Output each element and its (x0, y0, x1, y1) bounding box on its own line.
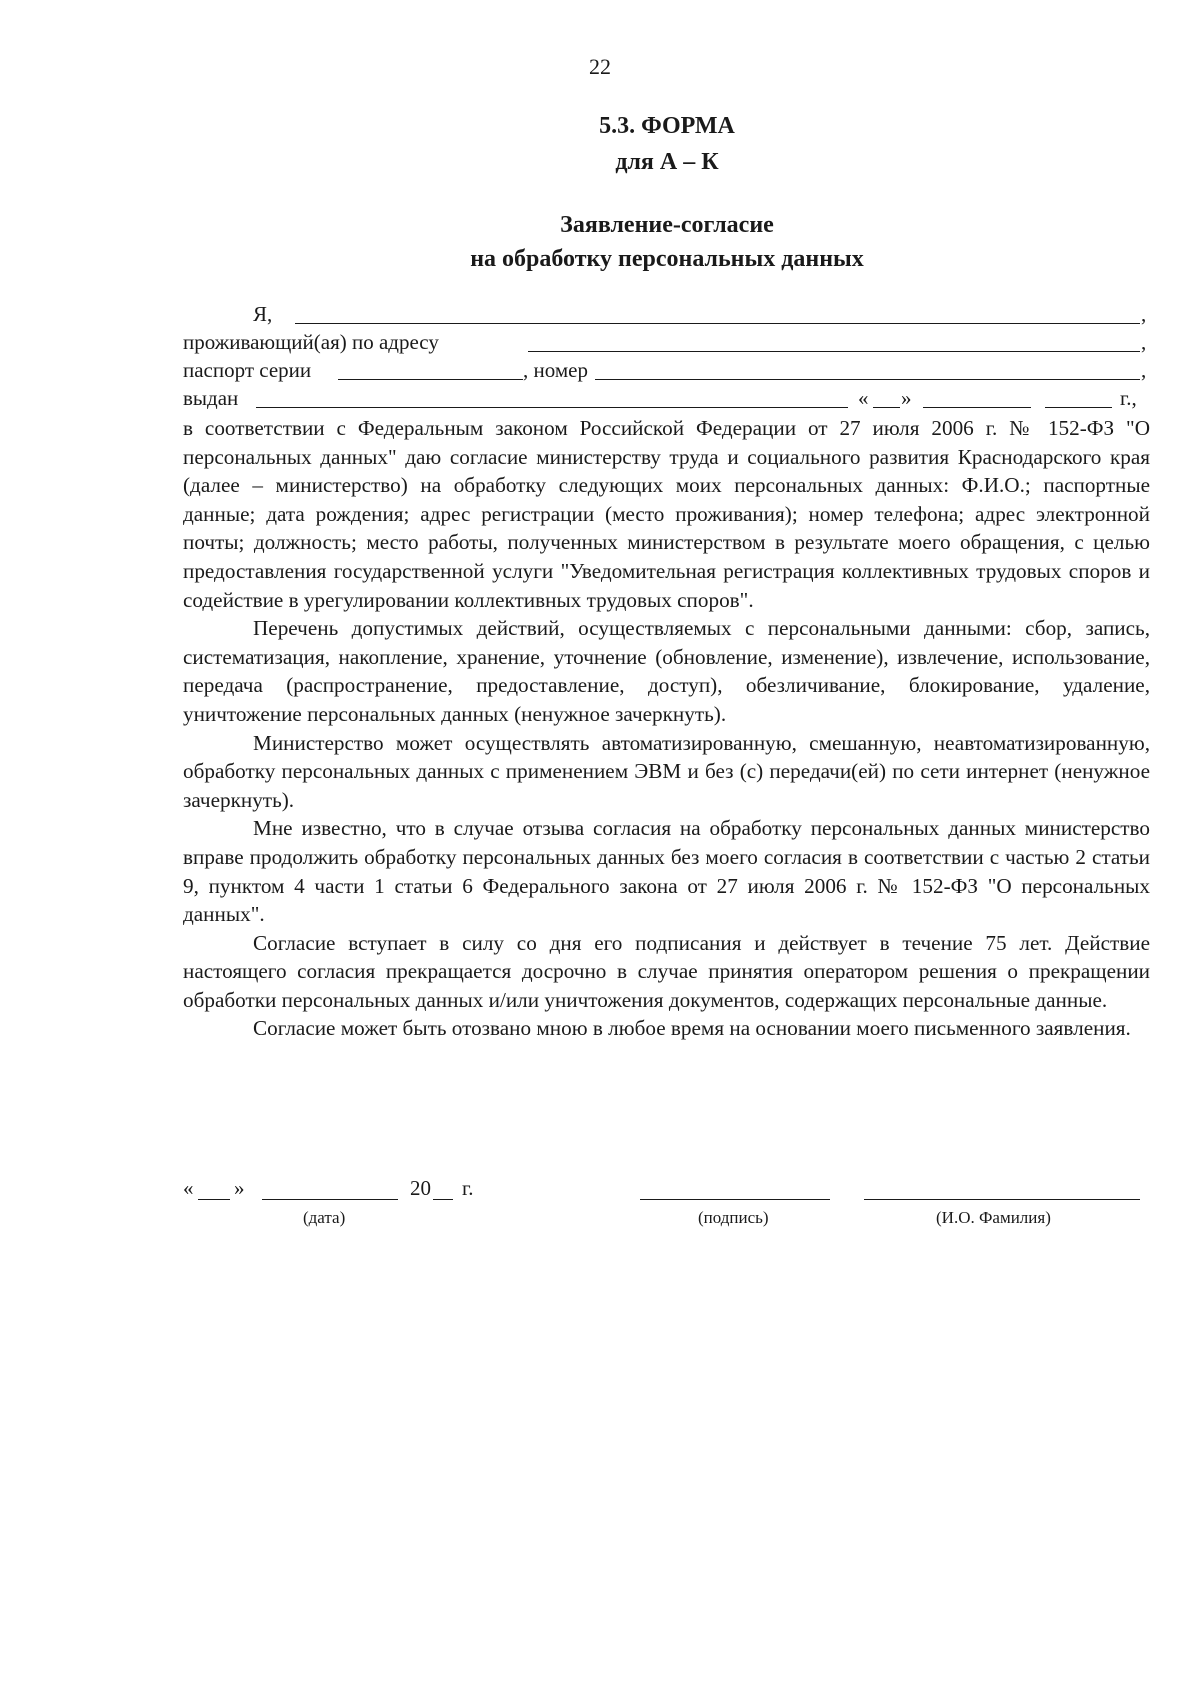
consent-body (183, 414, 1150, 1043)
form-heading: 5.3. ФОРМА (599, 113, 735, 139)
issued-label: выдан (183, 386, 239, 410)
date-year-field[interactable] (433, 1199, 453, 1200)
signature-caption: (подпись) (698, 1208, 769, 1227)
date-quote-close: » (234, 1176, 245, 1200)
paragraph-revocation: Согласие может быть отозвано мною в любое время на основании моего письменного заявления. (253, 1016, 1131, 1041)
date-year-prefix: 20 (410, 1176, 431, 1200)
document-subtitle: на обработку персональных данных (470, 246, 864, 272)
paragraph-consent: в соответствии с Федеральным законом Российской Федерации от 27 июля 2006 г. № 152-ФЗ "О персональных данных" даю согласие министерству труда и социального развития Краснодарского края (далее – министерство) на обработку следующих моих персональных данных: Ф.И.О.; паспортные данные; дата рождения; адрес регистрации (место проживания); номер телефона; адрес электронной почты; должность; место работы, полученных министерством в результате моего обращения, с целью предоставления государственной услуги "Уведомительная регистрация коллективных трудовых споров и содействие в урегулировании коллективных трудовых споров". (183, 416, 1150, 612)
quote-close: » (901, 386, 912, 410)
name-initials-field[interactable] (864, 1199, 1140, 1200)
issue-day-field[interactable] (873, 407, 900, 408)
date-month-field[interactable] (262, 1199, 398, 1200)
issue-month-field[interactable] (923, 407, 1031, 408)
page-number: 22 (589, 54, 611, 79)
name-field-row (183, 300, 1150, 328)
form-subheading: для А – К (615, 149, 719, 175)
issued-field-row (183, 384, 1150, 412)
residing-label: проживающий(ая) по адресу (183, 330, 439, 354)
comma: , (1141, 358, 1147, 382)
passport-series-field[interactable] (338, 379, 523, 380)
date-day-field[interactable] (198, 1199, 230, 1200)
passport-field-row (183, 356, 1150, 384)
issue-year-field[interactable] (1045, 407, 1112, 408)
paragraph-validity: Согласие вступает в силу со дня его подписания и действует в течение 75 лет. Действие настоящего согласия прекращается досрочно в случае принятия оператором решения о прекращении обработки персональных данных и/или уничтожения документов, содержащих персональные данные. (183, 930, 1150, 1012)
paragraph-withdrawal-notice: Мне известно, что в случае отзыва согласия на обработку персональных данных министерство вправе продолжить обработку персональных данных без моего согласия в соответствии с частью 2 статьи 9, пунктом 4 части 1 статьи 6 Федерального закона от 27 июля 2006 г. № 152-ФЗ "О персональных данных". (183, 816, 1150, 927)
comma: , (1141, 330, 1147, 354)
date-year-suffix: г. (462, 1176, 474, 1200)
passport-series-label: паспорт серии (183, 358, 312, 382)
issued-by-field[interactable] (256, 407, 848, 408)
year-suffix: г., (1120, 386, 1137, 410)
comma: , (1141, 302, 1147, 326)
document-title: Заявление-согласие (560, 212, 774, 238)
paragraph-processing-methods: Министерство может осуществлять автоматизированную, смешанную, неавтоматизированную, обработку персональных данных с применением ЭВМ и без (с) передачи(ей) по сети интернет (ненужное зачеркнуть). (183, 730, 1150, 812)
i-label: Я, (253, 302, 273, 326)
paragraph-actions-list: Перечень допустимых действий, осуществляемых с персональными данными: сбор, запись, систематизация, накопление, хранение, уточнение (обновление, изменение), извлечение, использование, передача (распространение, предоставление, доступ), обезличивание, блокирование, удаление, уничтожение персональных данных (ненужное зачеркнуть). (183, 616, 1150, 726)
signature-block (0, 1176, 1200, 1236)
full-name-field[interactable] (295, 323, 1140, 324)
date-quote-open: « (183, 1176, 194, 1200)
quote-open: « (858, 386, 869, 410)
date-caption: (дата) (303, 1208, 346, 1227)
address-field-row (183, 328, 1150, 356)
signature-field[interactable] (640, 1199, 830, 1200)
number-label: , номер (523, 358, 588, 382)
passport-number-field[interactable] (595, 379, 1140, 380)
address-field[interactable] (528, 351, 1140, 352)
name-caption: (И.О. Фамилия) (936, 1208, 1051, 1227)
